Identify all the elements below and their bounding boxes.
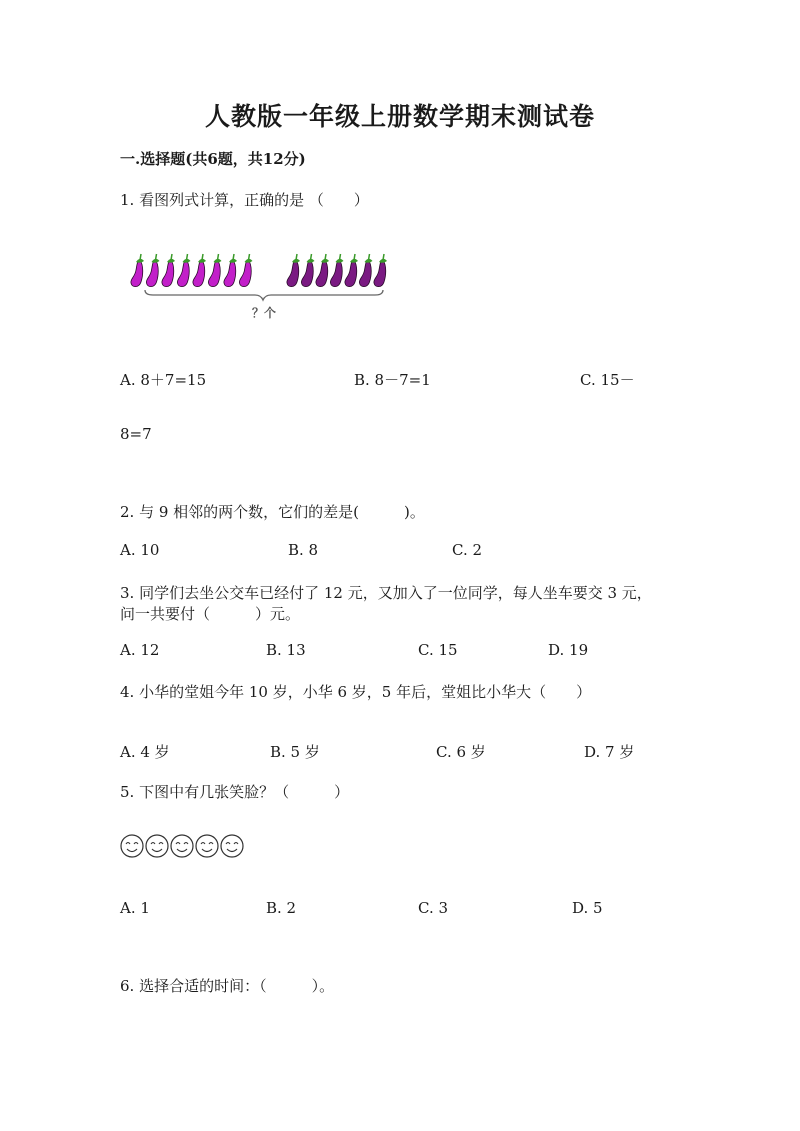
question-1-option-c-continued: 8=7 xyxy=(120,425,152,443)
eggplant-icon xyxy=(374,254,387,287)
question-1-option-b[interactable]: B. 8－7=1 xyxy=(354,371,431,389)
smiley-face-icon xyxy=(121,835,143,857)
eggplant-icon xyxy=(131,254,144,287)
page-title: 人教版一年级上册数学期末测试卷 xyxy=(204,102,595,131)
question-4-option-c[interactable]: C. 6 岁 xyxy=(436,743,486,761)
eggplant-icon xyxy=(287,254,300,287)
smiley-faces-figure xyxy=(120,833,250,859)
question-5-option-b[interactable]: B. 2 xyxy=(266,899,297,917)
question-5-stem: 5. 下图中有几张笑脸？（ ） xyxy=(120,783,350,801)
question-2-option-a[interactable]: A. 10 xyxy=(120,541,160,559)
eggplant-icon xyxy=(162,254,175,287)
question-2-option-c[interactable]: C. 2 xyxy=(452,541,483,559)
question-1-option-c[interactable]: C. 15－ xyxy=(580,371,635,389)
question-4-option-b[interactable]: B. 5 岁 xyxy=(270,743,320,761)
question-3-stem-line-2: 问一共要付（ ）元。 xyxy=(120,605,301,623)
eggplant-icon xyxy=(193,254,206,287)
eggplant-icon xyxy=(301,254,314,287)
smiley-face-icon xyxy=(221,835,243,857)
question-1-option-a[interactable]: A. 8＋7=15 xyxy=(120,371,207,389)
question-3-option-d[interactable]: D. 19 xyxy=(548,641,589,659)
question-3-option-a[interactable]: A. 12 xyxy=(120,641,160,659)
eggplant-icon xyxy=(177,254,190,287)
eggplant-icon xyxy=(345,254,358,287)
smiley-face-icon xyxy=(171,835,193,857)
question-2-stem: 2. 与 9 相邻的两个数，它们的差是( )。 xyxy=(120,503,425,521)
question-3-stem-line-1: 3. 同学们去坐公交车已经付了 12 元，又加入了一位同学，每人坐车要交 3 元， xyxy=(120,584,652,602)
eggplant-icon xyxy=(316,254,329,287)
figure-question-label: ？个 xyxy=(252,306,277,320)
question-5-option-c[interactable]: C. 3 xyxy=(418,899,449,917)
question-2-option-b[interactable]: B. 8 xyxy=(288,541,319,559)
question-5-option-d[interactable]: D. 5 xyxy=(572,899,603,917)
question-1-stem: 1. 看图列式计算，正确的是 （ ） xyxy=(120,191,369,209)
question-3-option-b[interactable]: B. 13 xyxy=(266,641,306,659)
eggplant-icon xyxy=(146,254,159,287)
smiley-face-icon xyxy=(146,835,168,857)
question-4-option-a[interactable]: A. 4 岁 xyxy=(120,743,170,761)
section-heading: 一.选择题(共6题，共12分) xyxy=(120,150,306,168)
brace xyxy=(145,290,383,300)
question-4-stem: 4. 小华的堂姐今年 10 岁，小华 6 岁，5 年后，堂姐比小华大（ ） xyxy=(120,683,592,701)
question-5-option-a[interactable]: A. 1 xyxy=(120,899,150,917)
eggplant-icon xyxy=(208,254,221,287)
smiley-face-icon xyxy=(196,835,218,857)
eggplant-icon xyxy=(224,254,237,287)
eggplant-icon xyxy=(359,254,372,287)
eggplant-icon xyxy=(330,254,343,287)
question-4-option-d[interactable]: D. 7 岁 xyxy=(584,743,635,761)
eggplant-icon xyxy=(239,254,252,287)
question-3-option-c[interactable]: C. 15 xyxy=(418,641,458,659)
question-6-stem: 6. 选择合适的时间：（ ）。 xyxy=(120,977,335,995)
